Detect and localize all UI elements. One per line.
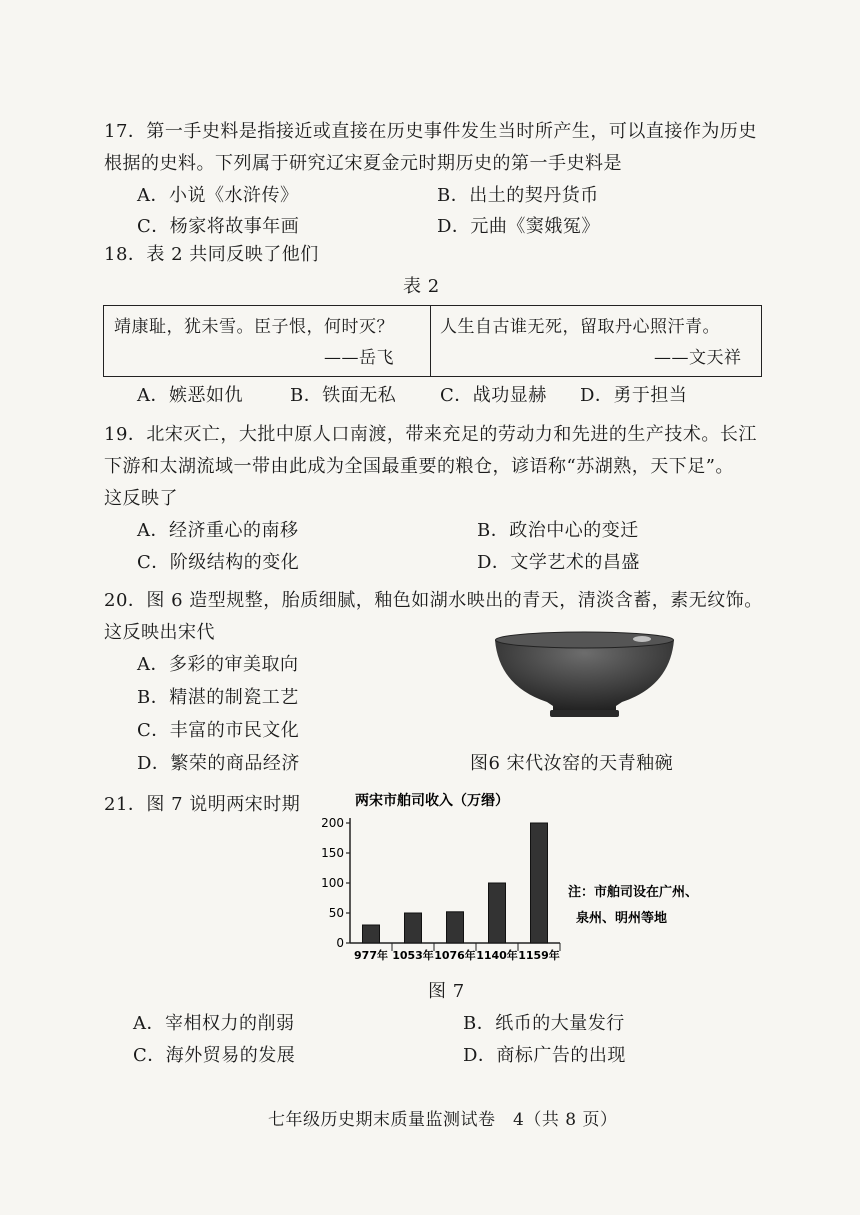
q17-stem-line2: 根据的史料。下列属于研究辽宋夏金元时期历史的第一手史料是	[104, 153, 622, 174]
q17-option-c: C．杨家将故事年画	[137, 216, 300, 237]
q18-option-a: A．嫉恶如仇	[137, 385, 243, 406]
wen-tianxiang-quote: 人生自古谁无死，留取丹心照汗青。	[440, 317, 720, 337]
bar-1053年	[405, 913, 422, 943]
q18-option-b: B．铁面无私	[290, 385, 397, 406]
q19-stem-line2: 下游和太湖流域一带由此成为全国最重要的粮仓，谚语称“苏湖熟，天下足”。	[104, 456, 734, 477]
y-tick-label: 100	[321, 876, 344, 890]
q20-option-a: A．多彩的审美取向	[137, 654, 299, 675]
chart-note-line1: 注：市舶司设在广州、	[568, 885, 699, 900]
table-divider	[430, 306, 431, 376]
chart-bars	[363, 823, 548, 943]
q21-option-c: C．海外贸易的发展	[133, 1045, 296, 1066]
yue-fei-quote: 靖康耻，犹未雪。臣子恨，何时灭？	[114, 317, 394, 337]
q17-stem-line1: 17．第一手史料是指接近或直接在历史事件发生当时所产生，可以直接作为历史	[104, 121, 757, 142]
q18-stem: 18．表 2 共同反映了他们	[104, 244, 319, 265]
bar-1159年	[531, 823, 548, 943]
x-tick-label: 1053年	[392, 949, 434, 962]
q19-option-d: D．文学艺术的昌盛	[477, 552, 640, 573]
y-tick-label: 150	[321, 846, 344, 860]
chart-note-line2: 泉州、明州等地	[576, 911, 668, 926]
yue-fei-author: ——岳飞	[324, 348, 394, 368]
q18-option-d: D．勇于担当	[580, 385, 688, 406]
q18-table-title: 表 2	[403, 276, 440, 297]
figure7-caption: 图 7	[428, 981, 465, 1002]
q21-option-a: A．宰相权力的削弱	[133, 1013, 295, 1034]
q18-option-c: C．战功显赫	[440, 385, 547, 406]
q19-stem-line1: 19．北宋灭亡，大批中原人口南渡，带来充足的劳动力和先进的生产技术。长江	[104, 424, 757, 445]
figure7-bar-chart	[321, 788, 730, 968]
bar-1076年	[447, 912, 464, 943]
x-tick-label: 1140年	[476, 949, 518, 962]
chart-y-ticks	[321, 816, 350, 950]
q21-option-d: D．商标广告的出现	[463, 1045, 626, 1066]
q20-stem-line1: 20．图 6 造型规整，胎质细腻，釉色如湖水映出的青天，清淡含蓄，素无纹饰。	[104, 590, 763, 611]
chart-x-ticks	[354, 943, 560, 962]
q19-stem-line3: 这反映了	[104, 488, 178, 509]
q21-stem: 21．图 7 说明两宋时期	[104, 794, 301, 815]
q20-option-b: B．精湛的制瓷工艺	[137, 687, 299, 708]
ru-ware-bowl-image	[492, 628, 677, 723]
q17-option-d: D．元曲《窦娥冤》	[437, 216, 600, 237]
x-tick-label: 1076年	[434, 949, 476, 962]
page-footer: 七年级历史期末质量监测试卷 4（共 8 页）	[268, 1110, 618, 1130]
q18-table	[103, 305, 762, 377]
y-tick-label: 0	[336, 936, 344, 950]
x-tick-label: 977年	[354, 949, 388, 962]
q21-option-b: B．纸币的大量发行	[463, 1013, 625, 1034]
q20-option-d: D．繁荣的商品经济	[137, 753, 300, 774]
x-tick-label: 1159年	[518, 949, 560, 962]
wen-tianxiang-author: ——文天祥	[654, 348, 742, 368]
y-tick-label: 200	[321, 816, 344, 830]
bar-1140年	[489, 883, 506, 943]
y-tick-label: 50	[328, 906, 344, 920]
chart-title: 两宋市舶司收入（万缗）	[355, 793, 509, 809]
q17-option-b: B．出土的契丹货币	[437, 185, 599, 206]
q19-option-b: B．政治中心的变迁	[477, 520, 639, 541]
bar-977年	[363, 925, 380, 943]
figure6-caption: 图6 宋代汝窑的天青釉碗	[470, 753, 674, 774]
q19-option-c: C．阶级结构的变化	[137, 552, 300, 573]
q20-option-c: C．丰富的市民文化	[137, 720, 300, 741]
q20-stem-line2: 这反映出宋代	[104, 622, 215, 643]
q19-option-a: A．经济重心的南移	[137, 520, 299, 541]
q17-option-a: A．小说《水浒传》	[137, 185, 299, 206]
